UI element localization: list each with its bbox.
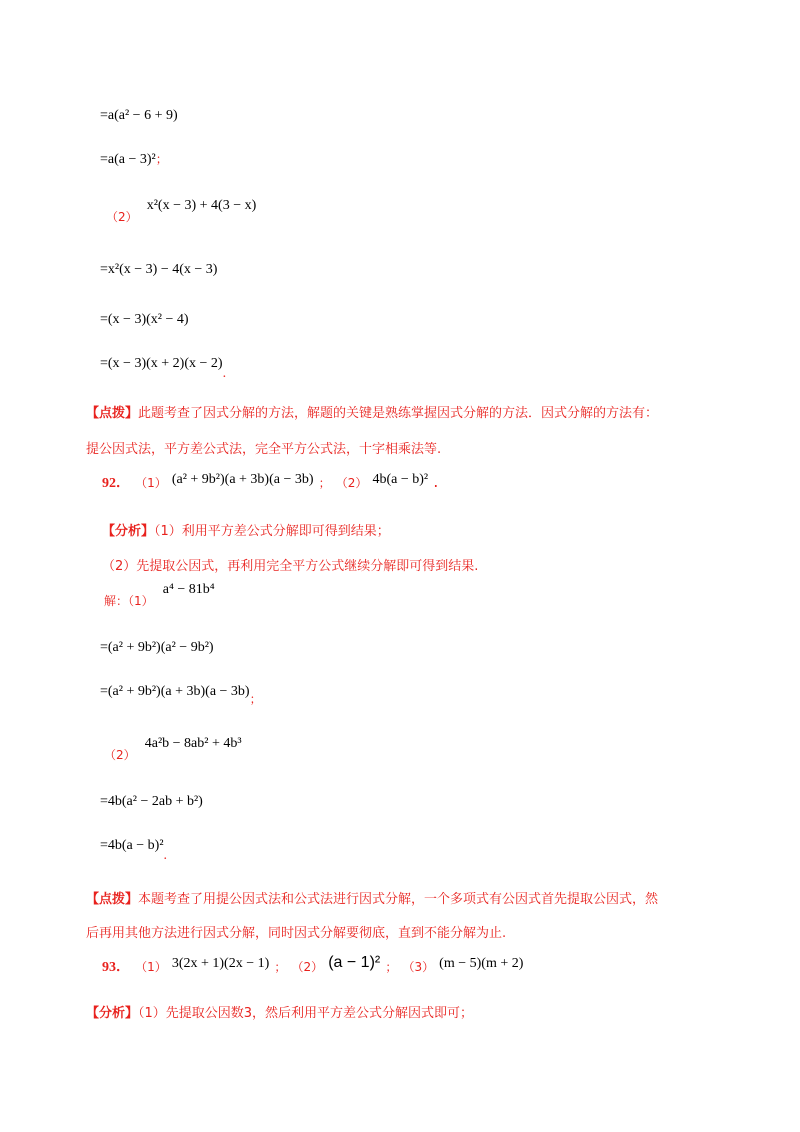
analysis-92-line-a [102, 520, 390, 539]
step-line-6-end: . [222, 366, 227, 381]
solution-step-6-math: =4b(a − b)² [100, 838, 164, 853]
q92-answer-2: 4b(a − b)² [372, 472, 429, 487]
q92-end: . [433, 472, 439, 491]
solution-step-3-math: =(a² + 9b²)(a + 3b)(a − 3b) [100, 684, 250, 699]
solution-expression-1: a⁴ − 81b⁴ [162, 582, 215, 597]
q92-number: 92． [102, 476, 130, 491]
tip-2-text-a: 本题考查了用提公因式法和公式法进行因式分解，一个多项式有公因式首先提取公因式，然 [138, 892, 659, 907]
step-line-2-end: ； [155, 152, 168, 166]
tip-2-line-b: 后再用其他方法进行因式分解，同时因式分解要彻底，直到不能分解为止. [86, 926, 507, 941]
solution-step-6-end: . [163, 848, 168, 863]
q92-label-2: （2） [335, 476, 368, 490]
solution-step-3-end: ； [249, 692, 262, 706]
analysis-92-tag: 【分析】 [102, 524, 155, 539]
analysis-93-text-a: （1）先提取公因数3，然后利用平方差公式分解因式即可； [138, 1006, 474, 1021]
tip-1-line-b: 提公因式法，平方差公式法，完全平方公式法，十字相乘法等. [86, 442, 442, 457]
step-line-4: =x²(x − 3) − 4(x − 3) [100, 262, 218, 277]
solution-part-2-expression: 4a²b − 8ab² + 4b³ [144, 736, 242, 751]
tip-2-line-a [86, 888, 658, 907]
tip-1-line-a [86, 402, 658, 421]
q93-number: 93． [102, 960, 130, 975]
solution-step-6 [100, 838, 168, 863]
analysis-93-tag: 【分析】 [86, 1006, 139, 1021]
tip-2-tag: 【点拨】 [86, 892, 139, 907]
q92-answer-1: (a² + 9b²)(a + 3b)(a − 3b) [171, 472, 314, 487]
solution-row [104, 582, 215, 610]
tip-1-tag: 【点拨】 [86, 406, 139, 421]
analysis-92-text-a: （1）利用平方差公式分解即可得到结果； [154, 524, 390, 539]
step-line-1: =a(a² − 6 + 9) [100, 108, 178, 123]
q93-label-3: （3） [402, 960, 435, 974]
q93-answer-3: (m − 5)(m + 2) [439, 956, 524, 971]
q93-answer-2: (a − 1)² [328, 954, 381, 971]
step-line-6-math: =(x − 3)(x + 2)(x − 2) [100, 356, 223, 371]
solution-step-3 [100, 682, 262, 706]
part-2-label: （2） [106, 210, 138, 224]
analysis-93-line-a [86, 1002, 473, 1021]
step-line-2 [100, 150, 168, 168]
step-line-6 [100, 356, 227, 381]
part-2-row [106, 198, 257, 226]
step-line-2-math: =a(a − 3)² [100, 152, 156, 167]
q93-answer-1: 3(2x + 1)(2x − 1) [171, 956, 270, 971]
part-2-expression: x²(x − 3) + 4(3 − x) [146, 198, 257, 213]
q92-answer-row [102, 472, 438, 492]
analysis-92-line-b: （2）先提取公因式，再利用完全平方公式继续分解即可得到结果. [102, 559, 479, 574]
q93-label-1: （1） [135, 960, 167, 974]
solution-step-5: =4b(a² − 2ab + b²) [100, 794, 203, 809]
q93-label-2: （2） [291, 960, 324, 974]
q93-separator-1: ； [274, 960, 287, 974]
q92-separator: ； [318, 476, 331, 490]
tip-1-text-a: 此题考查了因式分解的方法，解题的关键是熟练掌握因式分解的方法．因式分解的方法有： [138, 406, 659, 421]
q93-answer-row [102, 956, 523, 976]
solution-part-2-row [104, 736, 242, 764]
solution-label: 解：（1） [104, 594, 154, 608]
step-line-5: =(x − 3)(x² − 4) [100, 312, 189, 327]
solution-step-2: =(a² + 9b²)(a² − 9b²) [100, 640, 214, 655]
q93-separator-2: ； [385, 960, 398, 974]
q92-label-1: （1） [135, 476, 167, 490]
solution-part-2-label: （2） [104, 748, 136, 762]
